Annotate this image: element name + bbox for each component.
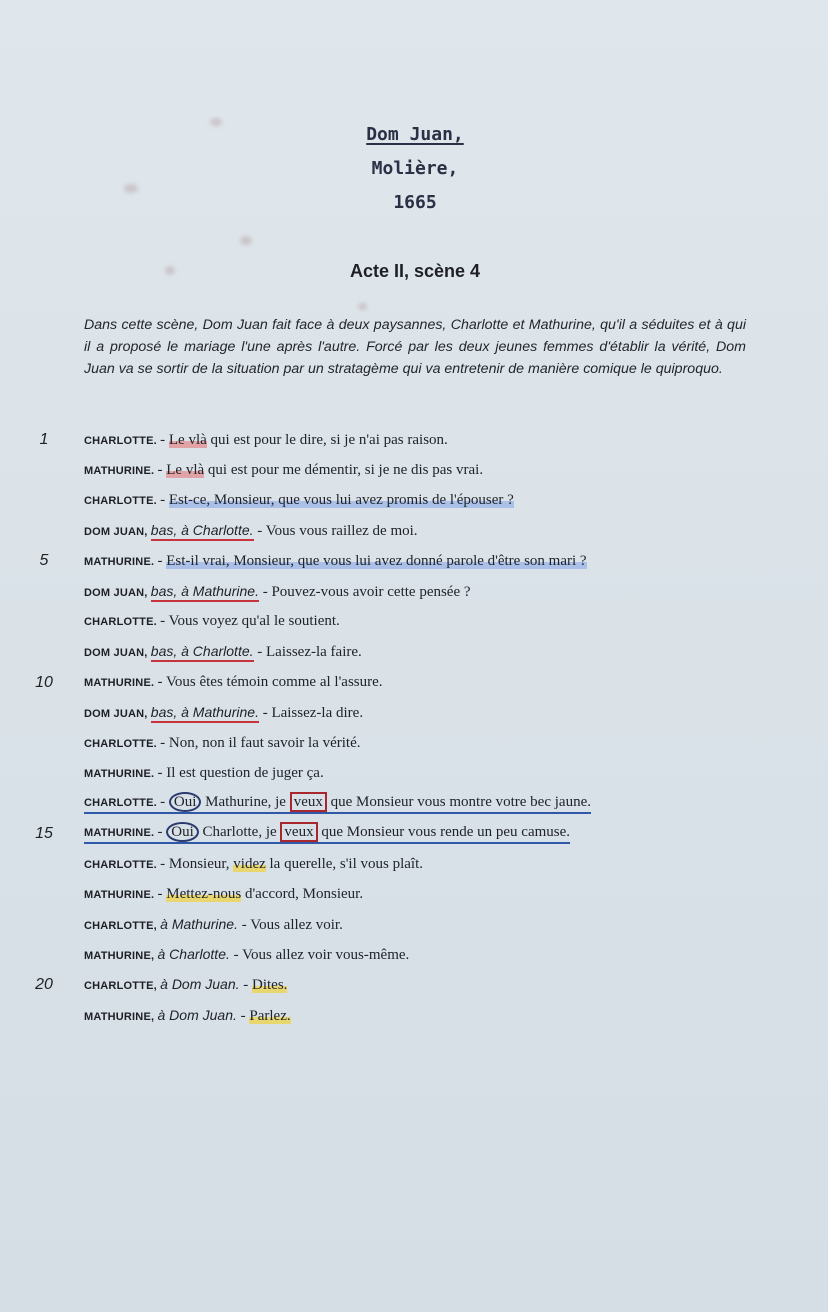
speaker-name: CHARLOTTE. bbox=[84, 737, 161, 750]
dialogue-line bbox=[0, 789, 828, 819]
line-number: 15 bbox=[35, 825, 53, 842]
dialogue-line bbox=[0, 607, 828, 637]
line-number: 20 bbox=[35, 976, 53, 994]
line-fragment: - Laissez-la faire. bbox=[253, 644, 362, 661]
intro-paragraph: Dans cette scène, Dom Juan fait face à deux paysannes, Charlotte et Mathurine, qu'il a séduites et à qui il a proposé le mariage l'une après l'autre. Forcé par les deux jeunes femmes d'établir la vérité, Dom Juan va se sortir de la situation par un stratagème qui va entretenir de manière comique le quiproquo. bbox=[84, 317, 746, 377]
dialogue bbox=[0, 425, 828, 1031]
line-text bbox=[84, 765, 324, 782]
line-fragment: - bbox=[157, 886, 167, 903]
dialogue-line bbox=[0, 849, 828, 879]
speaker-name: MATHURINE. bbox=[84, 555, 158, 568]
line-fragment: que Monsieur vous rende un peu camuse. bbox=[317, 824, 571, 840]
line-text bbox=[84, 522, 418, 540]
dialogue-line bbox=[0, 728, 828, 758]
speaker-name: CHARLOTTE. bbox=[84, 858, 161, 871]
line-fragment: - Laissez-la dire. bbox=[258, 704, 364, 721]
dialogue-line bbox=[0, 486, 828, 516]
speaker-name: CHARLOTTE. bbox=[84, 434, 161, 447]
line-fragment: - bbox=[160, 431, 169, 448]
line-text bbox=[84, 674, 383, 691]
speaker-name: MATHURINE, bbox=[84, 1010, 158, 1023]
speaker-name: CHARLOTTE. bbox=[84, 495, 161, 508]
dialogue-line bbox=[0, 546, 828, 576]
dialogue-line bbox=[0, 637, 828, 667]
line-fragment: - Vous allez voir vous-même. bbox=[229, 947, 410, 964]
speaker-name: DOM JUAN, bbox=[84, 707, 151, 720]
paper-smudge bbox=[124, 184, 138, 193]
line-fragment: - Vous voyez qu'al le soutient. bbox=[160, 613, 340, 630]
line-fragment: - bbox=[157, 552, 167, 569]
stage-direction: bas, à Mathurine. bbox=[151, 583, 259, 602]
dialogue-line bbox=[0, 576, 828, 606]
line-fragment: - Il est question de juger ça. bbox=[157, 764, 324, 781]
line-fragment: d'accord, Monsieur. bbox=[241, 886, 364, 903]
dialogue-line bbox=[0, 758, 828, 788]
line-text bbox=[84, 432, 448, 449]
highlighted-fragment: Dites. bbox=[252, 977, 288, 994]
line-fragment: - bbox=[239, 977, 253, 994]
highlighted-fragment: videz bbox=[233, 855, 266, 872]
line-fragment: - Vous êtes témoin comme al l'assure. bbox=[157, 674, 383, 691]
line-text bbox=[84, 856, 423, 873]
document-year: 1665 bbox=[393, 192, 437, 213]
line-fragment: la querelle, s'il vous plaît. bbox=[265, 855, 424, 872]
line-fragment: Mathurine, je bbox=[201, 793, 290, 810]
line-fragment: - Vous vous raillez de moi. bbox=[253, 523, 418, 540]
document-title: Dom Juan, bbox=[366, 124, 464, 145]
dialogue-line bbox=[0, 819, 828, 849]
line-text bbox=[84, 613, 340, 630]
speaker-name: CHARLOTTE, bbox=[84, 980, 161, 993]
document-author: Molière, bbox=[371, 158, 459, 179]
line-number: 5 bbox=[39, 552, 49, 570]
dialogue-line bbox=[0, 667, 828, 697]
highlighted-fragment: Est-il vrai, Monsieur, que vous lui avez donné parole d'être son mari ? bbox=[166, 552, 587, 569]
speaker-name: DOM JUAN, bbox=[84, 647, 151, 660]
highlighted-fragment: Le vlà bbox=[166, 461, 205, 478]
line-fragment: qui est pour me démentir, si je ne dis pas vrai. bbox=[204, 461, 484, 478]
line-text bbox=[84, 704, 363, 722]
stage-direction: à Dom Juan. bbox=[157, 1006, 237, 1023]
highlighted-fragment: Mettez-nous bbox=[166, 886, 242, 903]
line-fragment: qui est pour le dire, si je n'ai pas raison. bbox=[206, 431, 448, 448]
paper-smudge bbox=[165, 266, 175, 275]
stage-direction: à Dom Juan. bbox=[160, 976, 240, 993]
speaker-name: MATHURINE. bbox=[84, 827, 158, 839]
dialogue-line bbox=[0, 970, 828, 1000]
speaker-name: MATHURINE, bbox=[84, 950, 158, 963]
stage-direction: bas, à Charlotte. bbox=[151, 522, 254, 541]
line-text bbox=[84, 916, 343, 934]
stage-direction: à Charlotte. bbox=[157, 946, 230, 963]
line-text bbox=[84, 643, 362, 661]
paper-smudge bbox=[358, 303, 367, 310]
dialogue-line bbox=[0, 425, 828, 455]
dialogue-line bbox=[0, 940, 828, 970]
boxed-word: veux bbox=[290, 792, 327, 812]
dialogue-line bbox=[0, 879, 828, 909]
line-text bbox=[84, 553, 587, 570]
line-fragment: Charlotte, je bbox=[198, 824, 281, 840]
line-fragment: - Monsieur, bbox=[160, 855, 234, 872]
stage-direction: à Mathurine. bbox=[160, 915, 238, 932]
line-fragment: - Pouvez-vous avoir cette pensée ? bbox=[258, 583, 471, 600]
dialogue-line bbox=[0, 455, 828, 485]
stage-direction: bas, à Mathurine. bbox=[151, 704, 259, 723]
speaker-name: MATHURINE. bbox=[84, 767, 158, 780]
line-text bbox=[84, 583, 471, 601]
line-fragment: - bbox=[236, 1007, 250, 1024]
speaker-name: MATHURINE. bbox=[84, 677, 158, 690]
line-text bbox=[84, 946, 409, 964]
act-heading: Acte II, scène 4 bbox=[349, 261, 481, 281]
line-number: 1 bbox=[39, 431, 49, 449]
speaker-name: DOM JUAN, bbox=[84, 586, 151, 599]
dialogue-line bbox=[0, 698, 828, 728]
dialogue-line bbox=[0, 1001, 828, 1031]
speaker-name: MATHURINE. bbox=[84, 889, 158, 902]
line-text bbox=[84, 976, 287, 994]
title-block bbox=[340, 118, 490, 220]
stage-direction: bas, à Charlotte. bbox=[151, 643, 254, 662]
circled-word: Oui bbox=[166, 822, 199, 842]
dialogue-line bbox=[0, 910, 828, 940]
circled-word: Oui bbox=[169, 792, 202, 812]
speaker-name: DOM JUAN, bbox=[84, 526, 151, 539]
speaker-name: CHARLOTTE, bbox=[84, 919, 161, 932]
line-fragment: - Non, non il faut savoir la vérité. bbox=[160, 734, 361, 751]
highlighted-fragment: Le vlà bbox=[168, 431, 207, 448]
line-text bbox=[84, 492, 514, 509]
line-text bbox=[84, 462, 483, 479]
line-fragment: - Vous allez voir. bbox=[237, 916, 343, 933]
speaker-name: MATHURINE. bbox=[84, 464, 158, 477]
line-text bbox=[84, 794, 591, 814]
line-text bbox=[84, 735, 361, 752]
boxed-word: veux bbox=[280, 822, 317, 842]
speaker-name: CHARLOTTE. bbox=[84, 616, 161, 629]
line-fragment: que Monsieur vous montre votre bec jaune. bbox=[326, 793, 591, 810]
highlighted-fragment: Parlez. bbox=[249, 1007, 291, 1024]
line-text bbox=[84, 886, 363, 903]
dialogue-line bbox=[0, 516, 828, 546]
line-fragment: - bbox=[157, 461, 167, 478]
line-text bbox=[84, 824, 570, 844]
line-fragment: - bbox=[157, 824, 167, 840]
paper-smudge bbox=[240, 236, 252, 245]
line-text bbox=[84, 1007, 291, 1025]
speaker-name: CHARLOTTE. bbox=[84, 796, 161, 809]
line-number: 10 bbox=[35, 673, 53, 691]
line-fragment: - bbox=[160, 793, 169, 810]
highlighted-fragment: Est-ce, Monsieur, que vous lui avez promis de l'épouser ? bbox=[168, 492, 514, 509]
line-fragment: - bbox=[160, 492, 169, 509]
paper-smudge bbox=[210, 118, 222, 126]
